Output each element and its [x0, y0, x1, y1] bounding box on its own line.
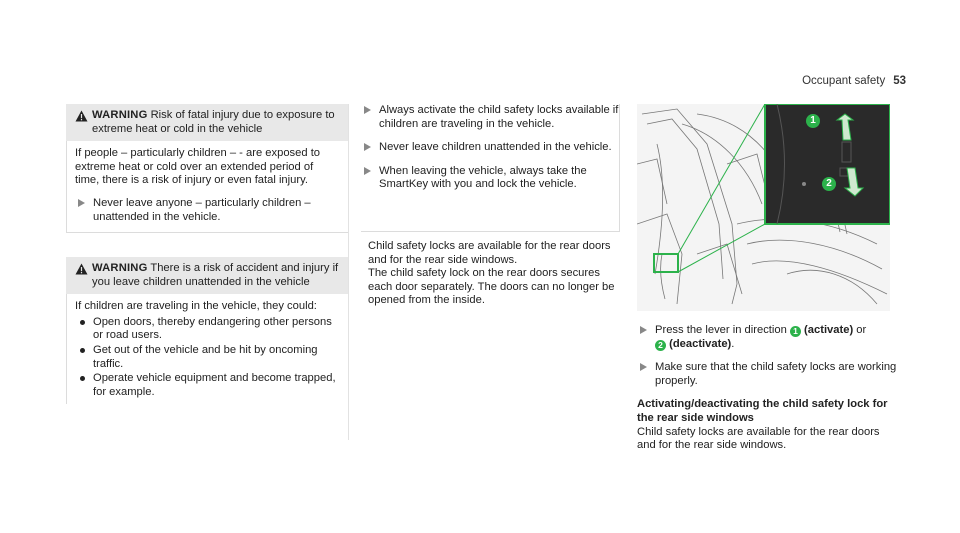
action-arrow-icon — [364, 106, 371, 114]
action-item: Always activate the child safety locks available if children are traveling in the vehicle. — [361, 104, 619, 131]
warning-box-unattended — [66, 257, 348, 404]
bullet-icon — [80, 376, 85, 381]
subsection-heading: Activating/deactivating the child safety lock for the rear side windows — [637, 398, 888, 424]
callout-1: 1 — [806, 114, 820, 128]
warning-header — [66, 257, 348, 294]
subsection-paragraph: Child safety locks are available for the rear doors and for the rear side windows. — [637, 425, 880, 452]
warning-title: There is a risk of accident and injury if you leave children unattended in the vehicle — [92, 262, 339, 288]
bullet-list — [75, 316, 340, 400]
warning-actions-continued — [361, 104, 620, 232]
action-arrow-icon — [364, 143, 371, 151]
door-illustration — [637, 104, 890, 311]
warning-label: WARNING — [92, 262, 148, 274]
warning-triangle-icon — [75, 110, 88, 122]
warning-body — [66, 141, 348, 233]
warning-text: If people – particularly children – - are exposed to extreme heat or cold over an extended period of time, there is a risk of injury or even fatal injury. — [75, 147, 321, 187]
action-item: When leaving the vehicle, always take the SmartKey with you and lock the vehicle. — [361, 165, 619, 192]
action-arrow-icon — [640, 326, 647, 334]
callout-1-icon: 1 — [790, 326, 801, 337]
callout-2: 2 — [822, 177, 836, 191]
page-header — [802, 75, 906, 89]
action-item: Never leave children unattended in the vehicle. — [361, 141, 619, 155]
warning-triangle-icon — [75, 263, 88, 275]
action-item: Never leave anyone – particularly children – unattended in the vehicle. — [75, 197, 340, 224]
callout-2-icon: 2 — [655, 340, 666, 351]
warning-body — [66, 294, 348, 404]
bullet-icon — [80, 348, 85, 353]
step-item: Press the lever in direction 1 (activate) or 2 (deactivate). — [637, 324, 899, 351]
list-item: Open doors, thereby endangering other persons or road users. — [75, 316, 340, 343]
child-lock-paragraph: Child safety locks are available for the rear doors and for the rear side windows. The child safety lock on the rear doors secures each door separately. The doors can no longer be opened from the inside. — [368, 240, 615, 307]
warning-title: Risk of fatal injury due to exposure to extreme heat or cold in the vehicle — [92, 109, 335, 135]
instructions-column — [637, 324, 899, 453]
warning-header — [66, 104, 348, 141]
step-item: Make sure that the child safety locks are working properly. — [637, 361, 899, 388]
bullet-icon — [80, 320, 85, 325]
car-door-line-drawing — [637, 104, 890, 311]
list-item: Operate vehicle equipment and become trapped, for example. — [75, 372, 340, 399]
action-arrow-icon — [364, 167, 371, 175]
section-title: Occupant safety — [802, 75, 886, 87]
warning-box-heat — [66, 104, 348, 233]
warning-intro: If children are traveling in the vehicle, they could: — [75, 300, 317, 313]
warning-label: WARNING — [92, 109, 148, 121]
column-divider — [348, 104, 349, 440]
action-arrow-icon — [640, 363, 647, 371]
action-arrow-icon — [78, 199, 85, 207]
page-number: 53 — [893, 75, 906, 87]
list-item: Get out of the vehicle and be hit by oncoming traffic. — [75, 344, 340, 371]
